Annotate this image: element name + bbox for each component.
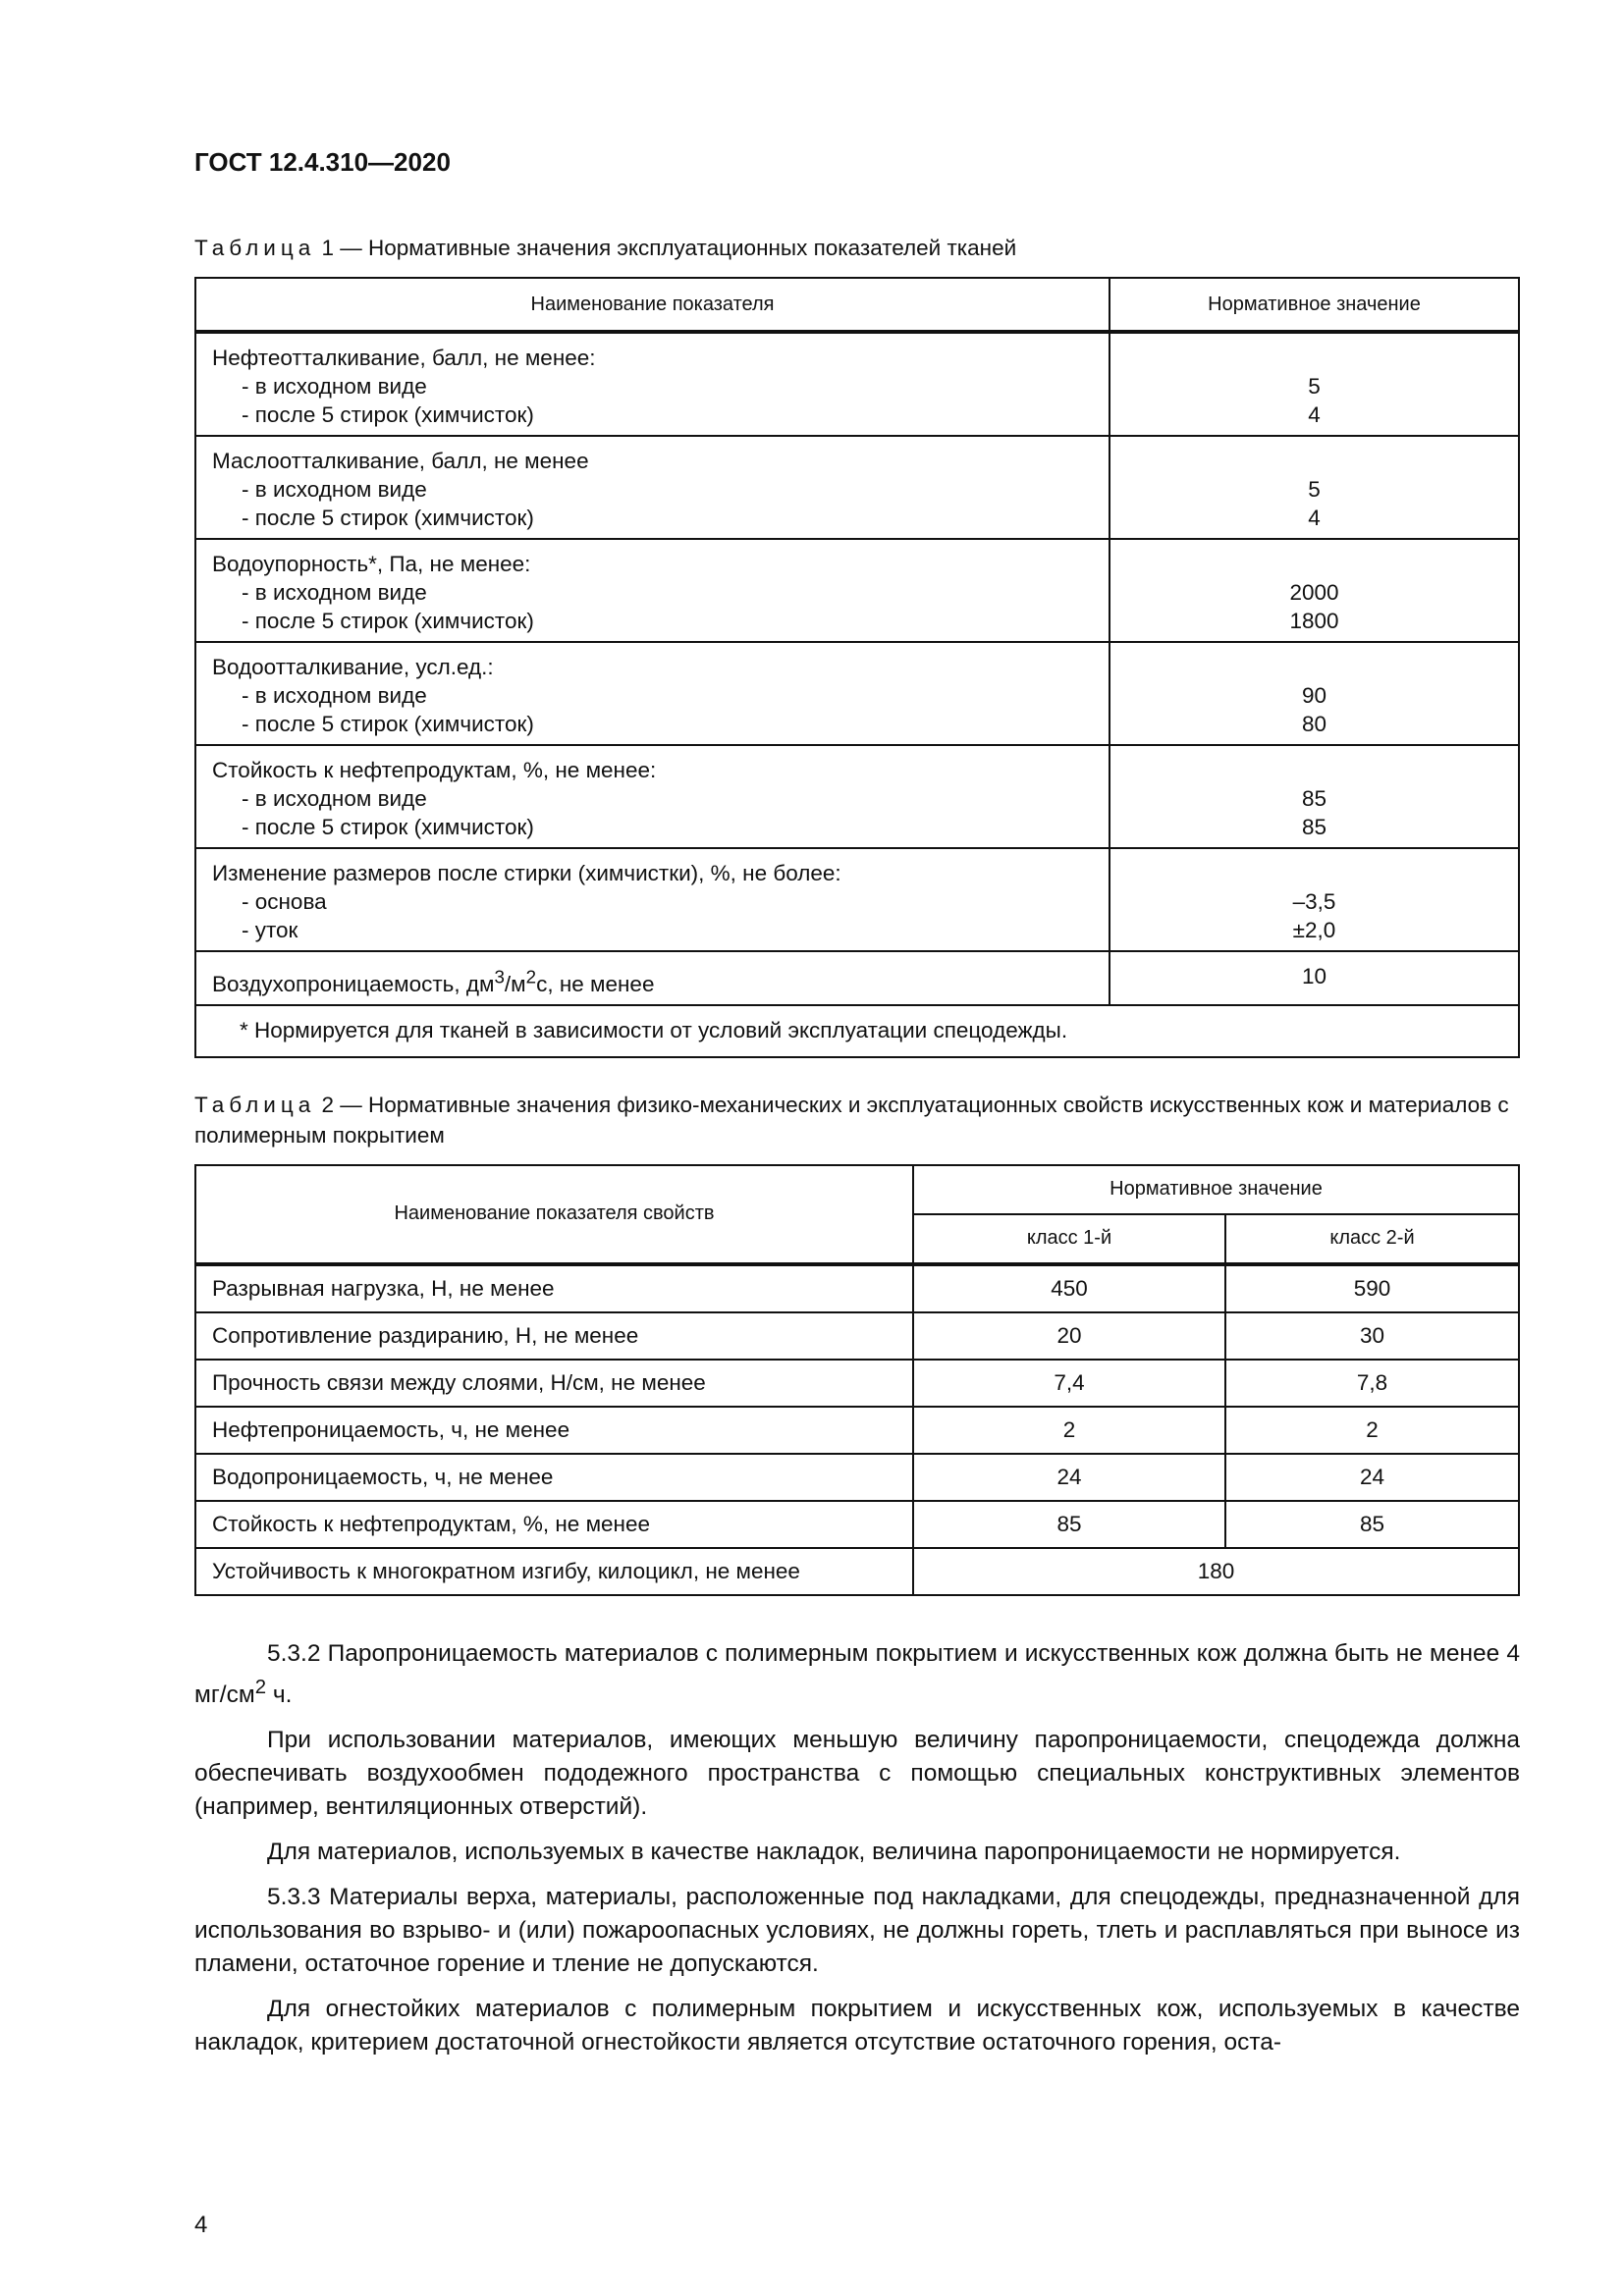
indicator-name: Изменение размеров после стирки (химчистки), %, не более: xyxy=(212,861,841,885)
indicator-value: 90 xyxy=(1301,683,1327,708)
table2-header-row xyxy=(195,1165,1519,1214)
table1-col-name-header: Наименование показателя xyxy=(195,278,1110,332)
indicator-value: ±2,0 xyxy=(1292,918,1336,942)
property-name: Водопроницаемость, ч, не менее xyxy=(195,1454,913,1501)
property-name: Устойчивость к многократном изгибу, килоцикл, не менее xyxy=(195,1548,913,1595)
property-name: Разрывная нагрузка, Н, не менее xyxy=(195,1264,913,1312)
class2-value: 30 xyxy=(1225,1312,1519,1360)
table1-caption-label: Таблица xyxy=(194,236,316,260)
table1-row-name-cell xyxy=(195,642,1110,745)
table2-row xyxy=(195,1454,1519,1501)
paragraph-5-3-3: 5.3.3 Материалы верха, материалы, расположенные под накладками, для спецодежды, предназначенной для использования во взрыво- и (или) пожароопасных условиях, не должны гореть, тлеть и расплавляться при выносе из пламени, остаточное горение и тление не допускаются. xyxy=(194,1883,1520,1977)
class2-value: 7,8 xyxy=(1225,1360,1519,1407)
table1-row xyxy=(195,436,1519,539)
class1-value: 24 xyxy=(913,1454,1225,1501)
table2-row xyxy=(195,1264,1519,1312)
indicator-value: 5 xyxy=(1308,374,1321,399)
indicator-value: 85 xyxy=(1301,815,1327,839)
air-name-part: /м xyxy=(504,971,526,996)
indicator-sub: - уток xyxy=(242,918,298,942)
table2-col-value-header: Нормативное значение xyxy=(913,1165,1519,1214)
table1-row-value-cell xyxy=(1110,332,1519,436)
table2-class1-header: класс 1-й xyxy=(913,1214,1225,1264)
indicator-value: –3,5 xyxy=(1292,889,1336,914)
indicator-name: Водоупорность*, Па, не менее: xyxy=(212,552,531,576)
table2-col-name-header: Наименование показателя свойств xyxy=(195,1165,913,1264)
page-number: 4 xyxy=(194,2212,208,2238)
indicator-value: 4 xyxy=(1308,402,1321,427)
class1-value: 450 xyxy=(913,1264,1225,1312)
table1-row-name-cell xyxy=(195,745,1110,848)
table1-caption xyxy=(194,233,1520,263)
indicator-name: Стойкость к нефтепродуктам, %, не менее: xyxy=(212,758,657,782)
indicator-value: 4 xyxy=(1308,506,1321,530)
paragraph: При использовании материалов, имеющих меньшую величину паропроницаемости, спецодежда должна обеспечивать воздухообмен пододежного пространства с помощью специальных конструктивных элементов (например, вентиляционных отверстий). xyxy=(194,1726,1520,1820)
document-page xyxy=(194,147,1520,2071)
table2-caption-label: Таблица xyxy=(194,1092,316,1117)
table1-row-value-cell xyxy=(1110,436,1519,539)
air-name-sup: 3 xyxy=(494,966,505,987)
paragraph-text: ч. xyxy=(266,1681,293,1708)
property-name: Сопротивление раздиранию, Н, не менее xyxy=(195,1312,913,1360)
class2-value: 590 xyxy=(1225,1264,1519,1312)
indicator-value: 1800 xyxy=(1289,609,1339,633)
table1-row-name-cell xyxy=(195,332,1110,436)
class2-value: 24 xyxy=(1225,1454,1519,1501)
table1-header-row xyxy=(195,278,1519,332)
table1-row-name-cell xyxy=(195,848,1110,951)
table1-row-value-cell xyxy=(1110,848,1519,951)
indicator-name: Водоотталкивание, усл.ед.: xyxy=(212,655,494,679)
table1-row-name-cell xyxy=(195,539,1110,642)
air-name-part: Воздухопроницаемость, дм xyxy=(212,971,495,996)
table1-row xyxy=(195,332,1519,436)
indicator-sub: - после 5 стирок (химчисток) xyxy=(242,402,534,427)
indicator-sub: - в исходном виде xyxy=(242,580,427,605)
table2-row xyxy=(195,1501,1519,1548)
indicator-sub: - в исходном виде xyxy=(242,683,427,708)
paragraph-5-3-2 xyxy=(194,1637,1520,1712)
class1-value: 20 xyxy=(913,1312,1225,1360)
class1-value: 7,4 xyxy=(913,1360,1225,1407)
indicator-value: 2000 xyxy=(1289,580,1339,605)
property-name: Стойкость к нефтепродуктам, %, не менее xyxy=(195,1501,913,1548)
indicator-name xyxy=(212,966,655,996)
table1-row-name-cell xyxy=(195,436,1110,539)
indicator-sub: - в исходном виде xyxy=(242,786,427,811)
air-name-sup: 2 xyxy=(525,966,537,987)
table2-row xyxy=(195,1360,1519,1407)
table1-row xyxy=(195,539,1519,642)
indicator-sub: - в исходном виде xyxy=(242,374,427,399)
table2-row xyxy=(195,1407,1519,1454)
table1-footnote-row xyxy=(195,1005,1519,1057)
indicator-value: 5 xyxy=(1308,477,1321,502)
indicator-sub: - после 5 стирок (химчисток) xyxy=(242,815,534,839)
table1-caption-text: 1 — Нормативные значения эксплуатационных показателей тканей xyxy=(315,236,1017,260)
class1-value: 85 xyxy=(913,1501,1225,1548)
table1-row xyxy=(195,745,1519,848)
table1-row xyxy=(195,642,1519,745)
table1-row-value-cell xyxy=(1110,642,1519,745)
class2-value: 85 xyxy=(1225,1501,1519,1548)
table1-col-value-header: Нормативное значение xyxy=(1110,278,1519,332)
table2-row xyxy=(195,1312,1519,1360)
paragraph-text: 5.3.2 Паропроницаемость материалов с полимерным покрытием и искусственных кож должна быть не менее 4 мг/см xyxy=(194,1639,1520,1708)
indicator-sub: - в исходном виде xyxy=(242,477,427,502)
indicator-name: Нефтеотталкивание, балл, не менее: xyxy=(212,346,596,370)
table2 xyxy=(194,1164,1520,1596)
table1-row-value-cell xyxy=(1110,951,1519,1005)
indicator-name: Маслоотталкивание, балл, не менее xyxy=(212,449,589,473)
table1-row xyxy=(195,848,1519,951)
air-name-part: с, не менее xyxy=(536,971,655,996)
paragraph: Для материалов, используемых в качестве накладок, величина паропроницаемости не нормируется. xyxy=(267,1838,1401,1865)
merged-value: 180 xyxy=(913,1548,1519,1595)
property-name: Нефтепроницаемость, ч, не менее xyxy=(195,1407,913,1454)
paragraph-sup: 2 xyxy=(254,1676,267,1698)
table2-caption xyxy=(194,1090,1520,1150)
indicator-sub: - после 5 стирок (химчисток) xyxy=(242,712,534,736)
table1-row-name-cell xyxy=(195,951,1110,1005)
table1-row xyxy=(195,951,1519,1005)
indicator-sub: - после 5 стирок (химчисток) xyxy=(242,506,534,530)
table2-row xyxy=(195,1548,1519,1595)
table2-caption-text: 2 — Нормативные значения физико-механических и эксплуатационных свойств искусственных кож и материалов с полимерным покрытием xyxy=(194,1092,1509,1148)
table1-footnote: * Нормируется для тканей в зависимости от условий эксплуатации спецодежды. xyxy=(195,1005,1519,1057)
indicator-sub: - основа xyxy=(242,889,327,914)
table1-row-value-cell xyxy=(1110,539,1519,642)
indicator-sub: - после 5 стирок (химчисток) xyxy=(242,609,534,633)
table1-row-value-cell xyxy=(1110,745,1519,848)
property-name: Прочность связи между слоями, Н/см, не менее xyxy=(195,1360,913,1407)
indicator-value: 10 xyxy=(1301,964,1327,988)
table1 xyxy=(194,277,1520,1058)
indicator-value: 80 xyxy=(1301,712,1327,736)
class2-value: 2 xyxy=(1225,1407,1519,1454)
document-header: ГОСТ 12.4.310—2020 xyxy=(194,147,451,177)
table2-class2-header: класс 2-й xyxy=(1225,1214,1519,1264)
indicator-value: 85 xyxy=(1301,786,1327,811)
paragraph: Для огнестойких материалов с полимерным покрытием и искусственных кож, используемых в качестве накладок, критерием достаточной огнестойкости является отсутствие остаточного горения, оста- xyxy=(194,1995,1520,2056)
class1-value: 2 xyxy=(913,1407,1225,1454)
